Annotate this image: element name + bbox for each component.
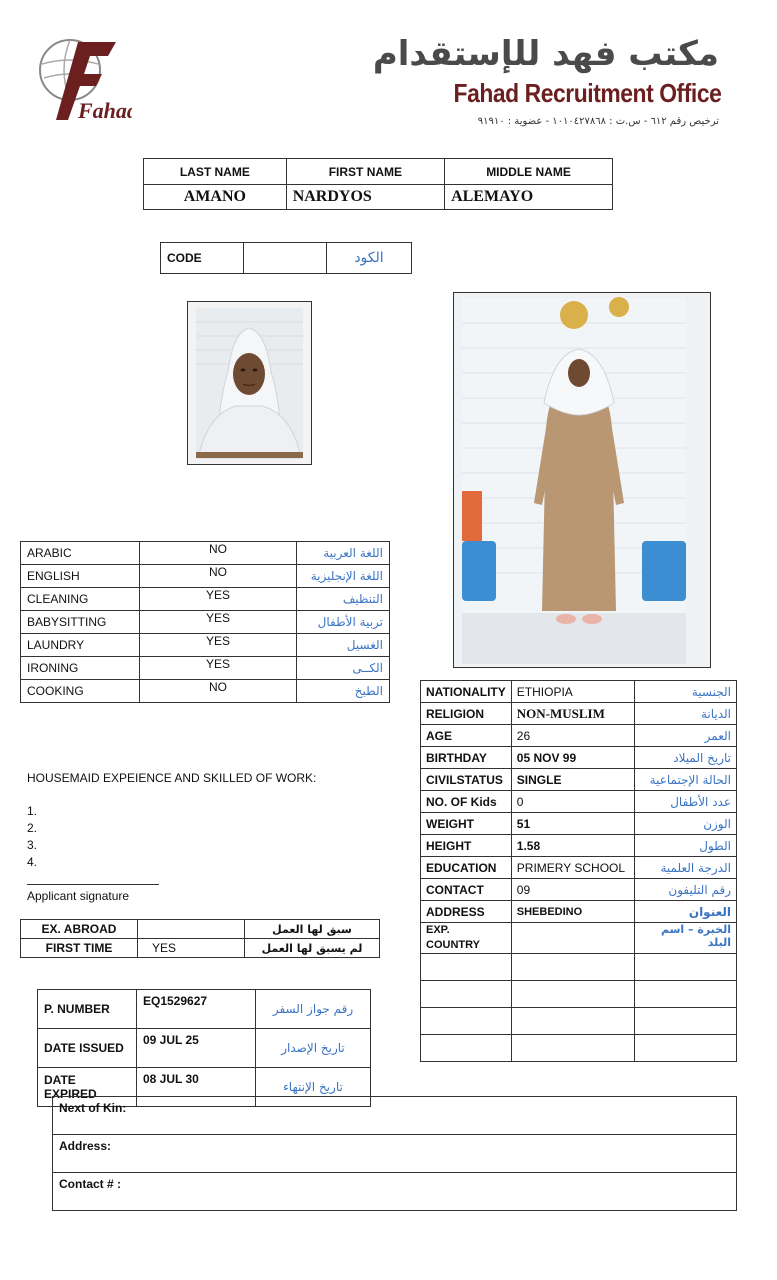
exp-country-empty-row xyxy=(421,1008,737,1035)
skill-row xyxy=(21,565,390,588)
next-of-kin-label: Next of Kin: xyxy=(53,1097,737,1135)
height-arabic: الطول xyxy=(634,835,736,857)
weight-label: WEIGHT xyxy=(421,813,512,835)
passport-number-value: EQ1529627 xyxy=(137,990,256,1029)
experience-title: HOUSEMAID EXPEIENCE AND SKILLED OF WORK: xyxy=(27,771,317,785)
passport-number-label: P. NUMBER xyxy=(38,990,137,1029)
signature-line xyxy=(27,884,159,885)
passport-photo xyxy=(187,301,312,465)
birthday-value: 05 NOV 99 xyxy=(511,747,634,769)
skill-label-arabic: تربية الأطفال xyxy=(297,611,390,634)
skill-label: LAUNDRY xyxy=(21,634,140,657)
ex-abroad-value xyxy=(138,920,245,939)
exp-country-empty-row xyxy=(421,954,737,981)
date-issued-value: 09 JUL 25 xyxy=(137,1029,256,1068)
skill-value: YES xyxy=(140,588,297,611)
skill-label-arabic: الكــى xyxy=(297,657,390,680)
contact-label: CONTACT xyxy=(421,879,512,901)
age-label: AGE xyxy=(421,725,512,747)
first-time-label: FIRST TIME xyxy=(21,939,138,958)
name-header-row xyxy=(144,159,613,185)
info-row-weight xyxy=(421,813,737,835)
code-label: CODE xyxy=(161,243,244,274)
religion-arabic: الديانة xyxy=(634,703,736,725)
experience-item-4: 4. xyxy=(27,855,38,869)
nationality-label: NATIONALITY xyxy=(421,681,512,703)
experience-item-2: 2. xyxy=(27,821,38,835)
experience-item-3: 3. xyxy=(27,838,38,852)
address-arabic: العنوان xyxy=(634,901,736,923)
skill-label: CLEANING xyxy=(21,588,140,611)
skill-row xyxy=(21,588,390,611)
info-row-education xyxy=(421,857,737,879)
ex-abroad-arabic: سبق لها العمل xyxy=(245,920,380,939)
skill-value: YES xyxy=(140,611,297,634)
skill-row xyxy=(21,611,390,634)
date-expired-value: 08 JUL 30 xyxy=(137,1068,256,1107)
info-row-address xyxy=(421,901,737,923)
passport-row-number xyxy=(38,990,371,1029)
age-value: 26 xyxy=(511,725,634,747)
skill-value: YES xyxy=(140,634,297,657)
last-name-label: LAST NAME xyxy=(144,159,287,185)
code-value xyxy=(244,243,327,274)
skills-table xyxy=(20,541,390,703)
office-name-english: Fahad Recruitment Office xyxy=(453,78,721,108)
personal-info-table xyxy=(420,680,737,1062)
passport-row-issued xyxy=(38,1029,371,1068)
name-value-row xyxy=(144,185,613,210)
skill-label: ENGLISH xyxy=(21,565,140,588)
full-body-photo xyxy=(453,292,711,668)
height-label: HEIGHT xyxy=(421,835,512,857)
info-row-birthday xyxy=(421,747,737,769)
info-row-contact xyxy=(421,879,737,901)
code-table xyxy=(160,242,412,274)
middle-name-value: ALEMAYO xyxy=(445,185,613,210)
date-issued-label: DATE ISSUED xyxy=(38,1029,137,1068)
exp-country-value xyxy=(511,923,634,954)
birthday-label: BIRTHDAY xyxy=(421,747,512,769)
office-name-arabic: مكتب فهد للإستقدام xyxy=(372,34,719,74)
exp-country-label-1: EXP. xyxy=(426,924,450,936)
first-name-value: NARDYOS xyxy=(286,185,444,210)
religion-label: RELIGION xyxy=(421,703,512,725)
first-time-value: YES xyxy=(138,939,245,958)
age-arabic: العمر xyxy=(634,725,736,747)
skill-row xyxy=(21,657,390,680)
first-name-label: FIRST NAME xyxy=(286,159,444,185)
address-value: SHEBEDINO xyxy=(511,901,634,923)
last-name-value: AMANO xyxy=(144,185,287,210)
nationality-value: ETHIOPIA xyxy=(511,681,634,703)
work-abroad-table xyxy=(20,919,380,958)
date-expired-label: DATE EXPIRED xyxy=(38,1068,137,1107)
logo-wordmark: Fahad xyxy=(78,98,132,123)
middle-name-label: MIDDLE NAME xyxy=(445,159,613,185)
skill-label: COOKING xyxy=(21,680,140,703)
kids-label: NO. OF Kids xyxy=(421,791,512,813)
skill-row xyxy=(21,634,390,657)
experience-item-1: 1. xyxy=(27,804,38,818)
education-arabic: الدرجة العلمية xyxy=(634,857,736,879)
weight-value: 51 xyxy=(511,813,634,835)
date-issued-arabic: تاريخ الإصدار xyxy=(256,1029,371,1068)
info-row-civil-status xyxy=(421,769,737,791)
skill-label-arabic: اللغة العربية xyxy=(297,542,390,565)
skill-row xyxy=(21,680,390,703)
info-row-exp-country xyxy=(421,923,737,954)
info-row-height xyxy=(421,835,737,857)
kids-arabic: عدد الأطفال xyxy=(634,791,736,813)
skill-row xyxy=(21,542,390,565)
education-value: PRIMERY SCHOOL xyxy=(511,857,634,879)
skill-value: NO xyxy=(140,542,297,565)
education-label: EDUCATION xyxy=(421,857,512,879)
exp-country-empty-row xyxy=(421,1035,737,1062)
name-table xyxy=(143,158,613,210)
skill-label: ARABIC xyxy=(21,542,140,565)
info-row-nationality xyxy=(421,681,737,703)
skill-value: NO xyxy=(140,565,297,588)
passport-number-arabic: رقم جواز السفر xyxy=(256,990,371,1029)
ex-abroad-label: EX. ABROAD xyxy=(21,920,138,939)
code-label-arabic: الكود xyxy=(327,243,412,274)
religion-value: NON-MUSLIM xyxy=(511,703,634,725)
signature-label: Applicant signature xyxy=(27,889,130,903)
info-row-age xyxy=(421,725,737,747)
civil-status-label: CIVILSTATUS xyxy=(421,769,512,791)
birthday-arabic: تاريخ الميلاد xyxy=(634,747,736,769)
weight-arabic: الوزن xyxy=(634,813,736,835)
contact-value: 09 xyxy=(511,879,634,901)
contact-arabic: رقم التليفون xyxy=(634,879,736,901)
kin-address-label: Address: xyxy=(53,1135,737,1173)
skill-label-arabic: الطبخ xyxy=(297,680,390,703)
info-row-kids xyxy=(421,791,737,813)
skill-label: IRONING xyxy=(21,657,140,680)
kin-contact-label: Contact # : xyxy=(53,1173,737,1211)
passport-table xyxy=(37,989,371,1107)
height-value: 1.58 xyxy=(511,835,634,857)
civil-status-arabic: الحالة الإجتماعية xyxy=(634,769,736,791)
info-row-religion xyxy=(421,703,737,725)
skill-value: YES xyxy=(140,657,297,680)
license-line: ترخيص رقم ٦١٢ - س.ت : ١٠١٠٤٢٧٨٦٨ - عضوية : ٩١٩١٠ xyxy=(477,116,719,127)
skill-value: NO xyxy=(140,680,297,703)
exp-country-empty-row xyxy=(421,981,737,1008)
first-time-arabic: لم يسبق لها العمل xyxy=(245,939,380,958)
next-of-kin-table xyxy=(52,1096,737,1211)
skill-label-arabic: الغسيل xyxy=(297,634,390,657)
skill-label-arabic: اللغة الإنجليزية xyxy=(297,565,390,588)
kids-value: 0 xyxy=(511,791,634,813)
civil-status-value: SINGLE xyxy=(511,769,634,791)
nationality-arabic: الجنسية xyxy=(634,681,736,703)
skill-label: BABYSITTING xyxy=(21,611,140,634)
company-logo xyxy=(28,34,132,124)
date-expired-arabic: تاريخ الإنتهاء xyxy=(256,1068,371,1107)
exp-country-arabic: الخبرة – اسم البلد xyxy=(634,923,736,954)
exp-country-label-2: COUNTRY xyxy=(426,939,480,951)
address-label: ADDRESS xyxy=(421,901,512,923)
skill-label-arabic: التنظيف xyxy=(297,588,390,611)
